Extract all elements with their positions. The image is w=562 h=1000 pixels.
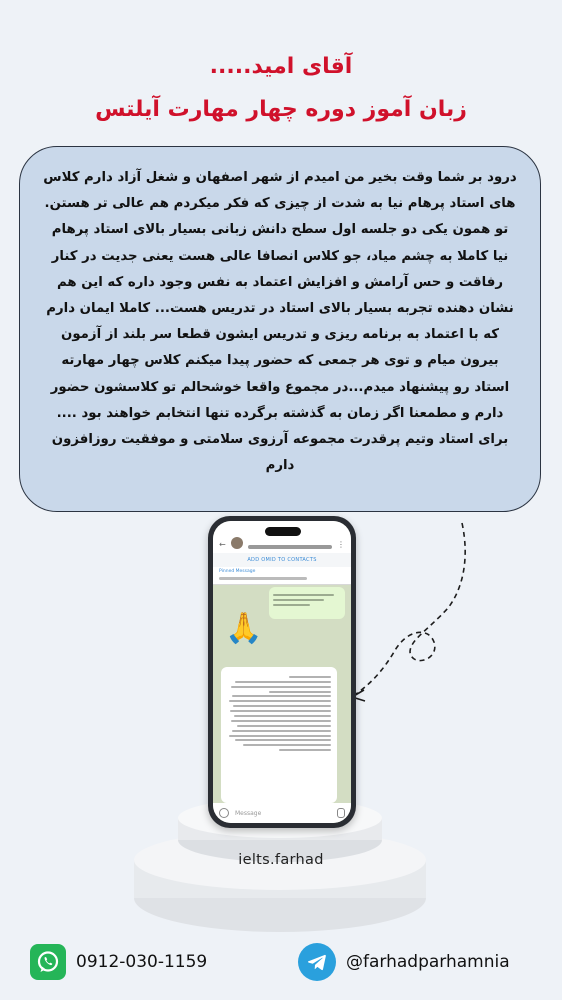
student-name-title: آقای امید.....: [209, 54, 353, 79]
message-input-bar: [213, 803, 351, 823]
telegram-handle: @farhadparhamnia: [346, 952, 510, 972]
instagram-handle: ielts.farhad: [238, 852, 324, 868]
course-title: زبان آموز دوره چهار مهارت آیلتس: [95, 97, 467, 122]
incoming-message: [221, 667, 337, 803]
add-contact-bar: ADD OMID TO CONTACTS: [213, 553, 351, 567]
telegram-contact[interactable]: [298, 942, 510, 982]
phone-screen: [213, 521, 351, 823]
whatsapp-contact[interactable]: [30, 942, 207, 982]
pinned-message-text: [219, 577, 307, 580]
avatar: [231, 537, 243, 549]
pinned-message: [213, 567, 351, 585]
telegram-icon: [298, 943, 336, 981]
chat-name-placeholder: [248, 545, 332, 549]
outgoing-message: [269, 587, 345, 619]
testimonial-paragraph-2: تو همون یکی دو جلسه اول سطح دانش زبانی بسیار بالای استاد پرهام نیا کاملا به چشم میاد، جو کلاس انصافا عالی هست یعنی جدیت در کنار رفاقت و حس آرامش و افزایش اعتماد به نفس وجود داره که این هم نشان دهنده تجربه بسیار بالای استاد در تدریس هست... کاملا ایمان دارم که با اعتماد به برنامه ریزی و تدریس ایشون قطعا سر بلند از آزمون بیرون میام و توی هر جمعی که حضور پیدا میکنم کلاس چهار مهارته استاد رو پیشنهاد میدم...در مجموع واقعا خوشحالم تو کلاسشون حضور دارم و مطمعنا اگر زمان به گذشته برگرده تنها انتخابم خواهند بود .... برای استاد وتیم پرقدرت مجموعه آرزوی سلامتی و موفقیت روزافزون دارم: [46, 222, 514, 474]
more-icon: ⋮: [337, 540, 345, 549]
phone-number: 0912-030-1159: [76, 952, 208, 972]
emoji-icon: [219, 808, 229, 818]
whatsapp-icon: [30, 944, 66, 980]
testimonial-paragraph-1: درود بر شما وقت بخیر من امیدم از شهر اصفهان و شغل آزاد دارم کلاس های استاد پرهام نیا به شدت از چیزی که فکر میکردم هم عالی تر هستن.: [43, 170, 517, 212]
pray-emoji-icon: 🙏: [225, 611, 263, 646]
dynamic-island: [265, 527, 301, 536]
chat-header: [213, 521, 351, 553]
phone-mockup: [208, 516, 356, 828]
message-input: Message: [235, 809, 262, 817]
pinned-message-title: Pinned Message: [219, 569, 256, 574]
attach-icon: [337, 808, 345, 818]
back-arrow-icon: ←: [219, 540, 226, 549]
